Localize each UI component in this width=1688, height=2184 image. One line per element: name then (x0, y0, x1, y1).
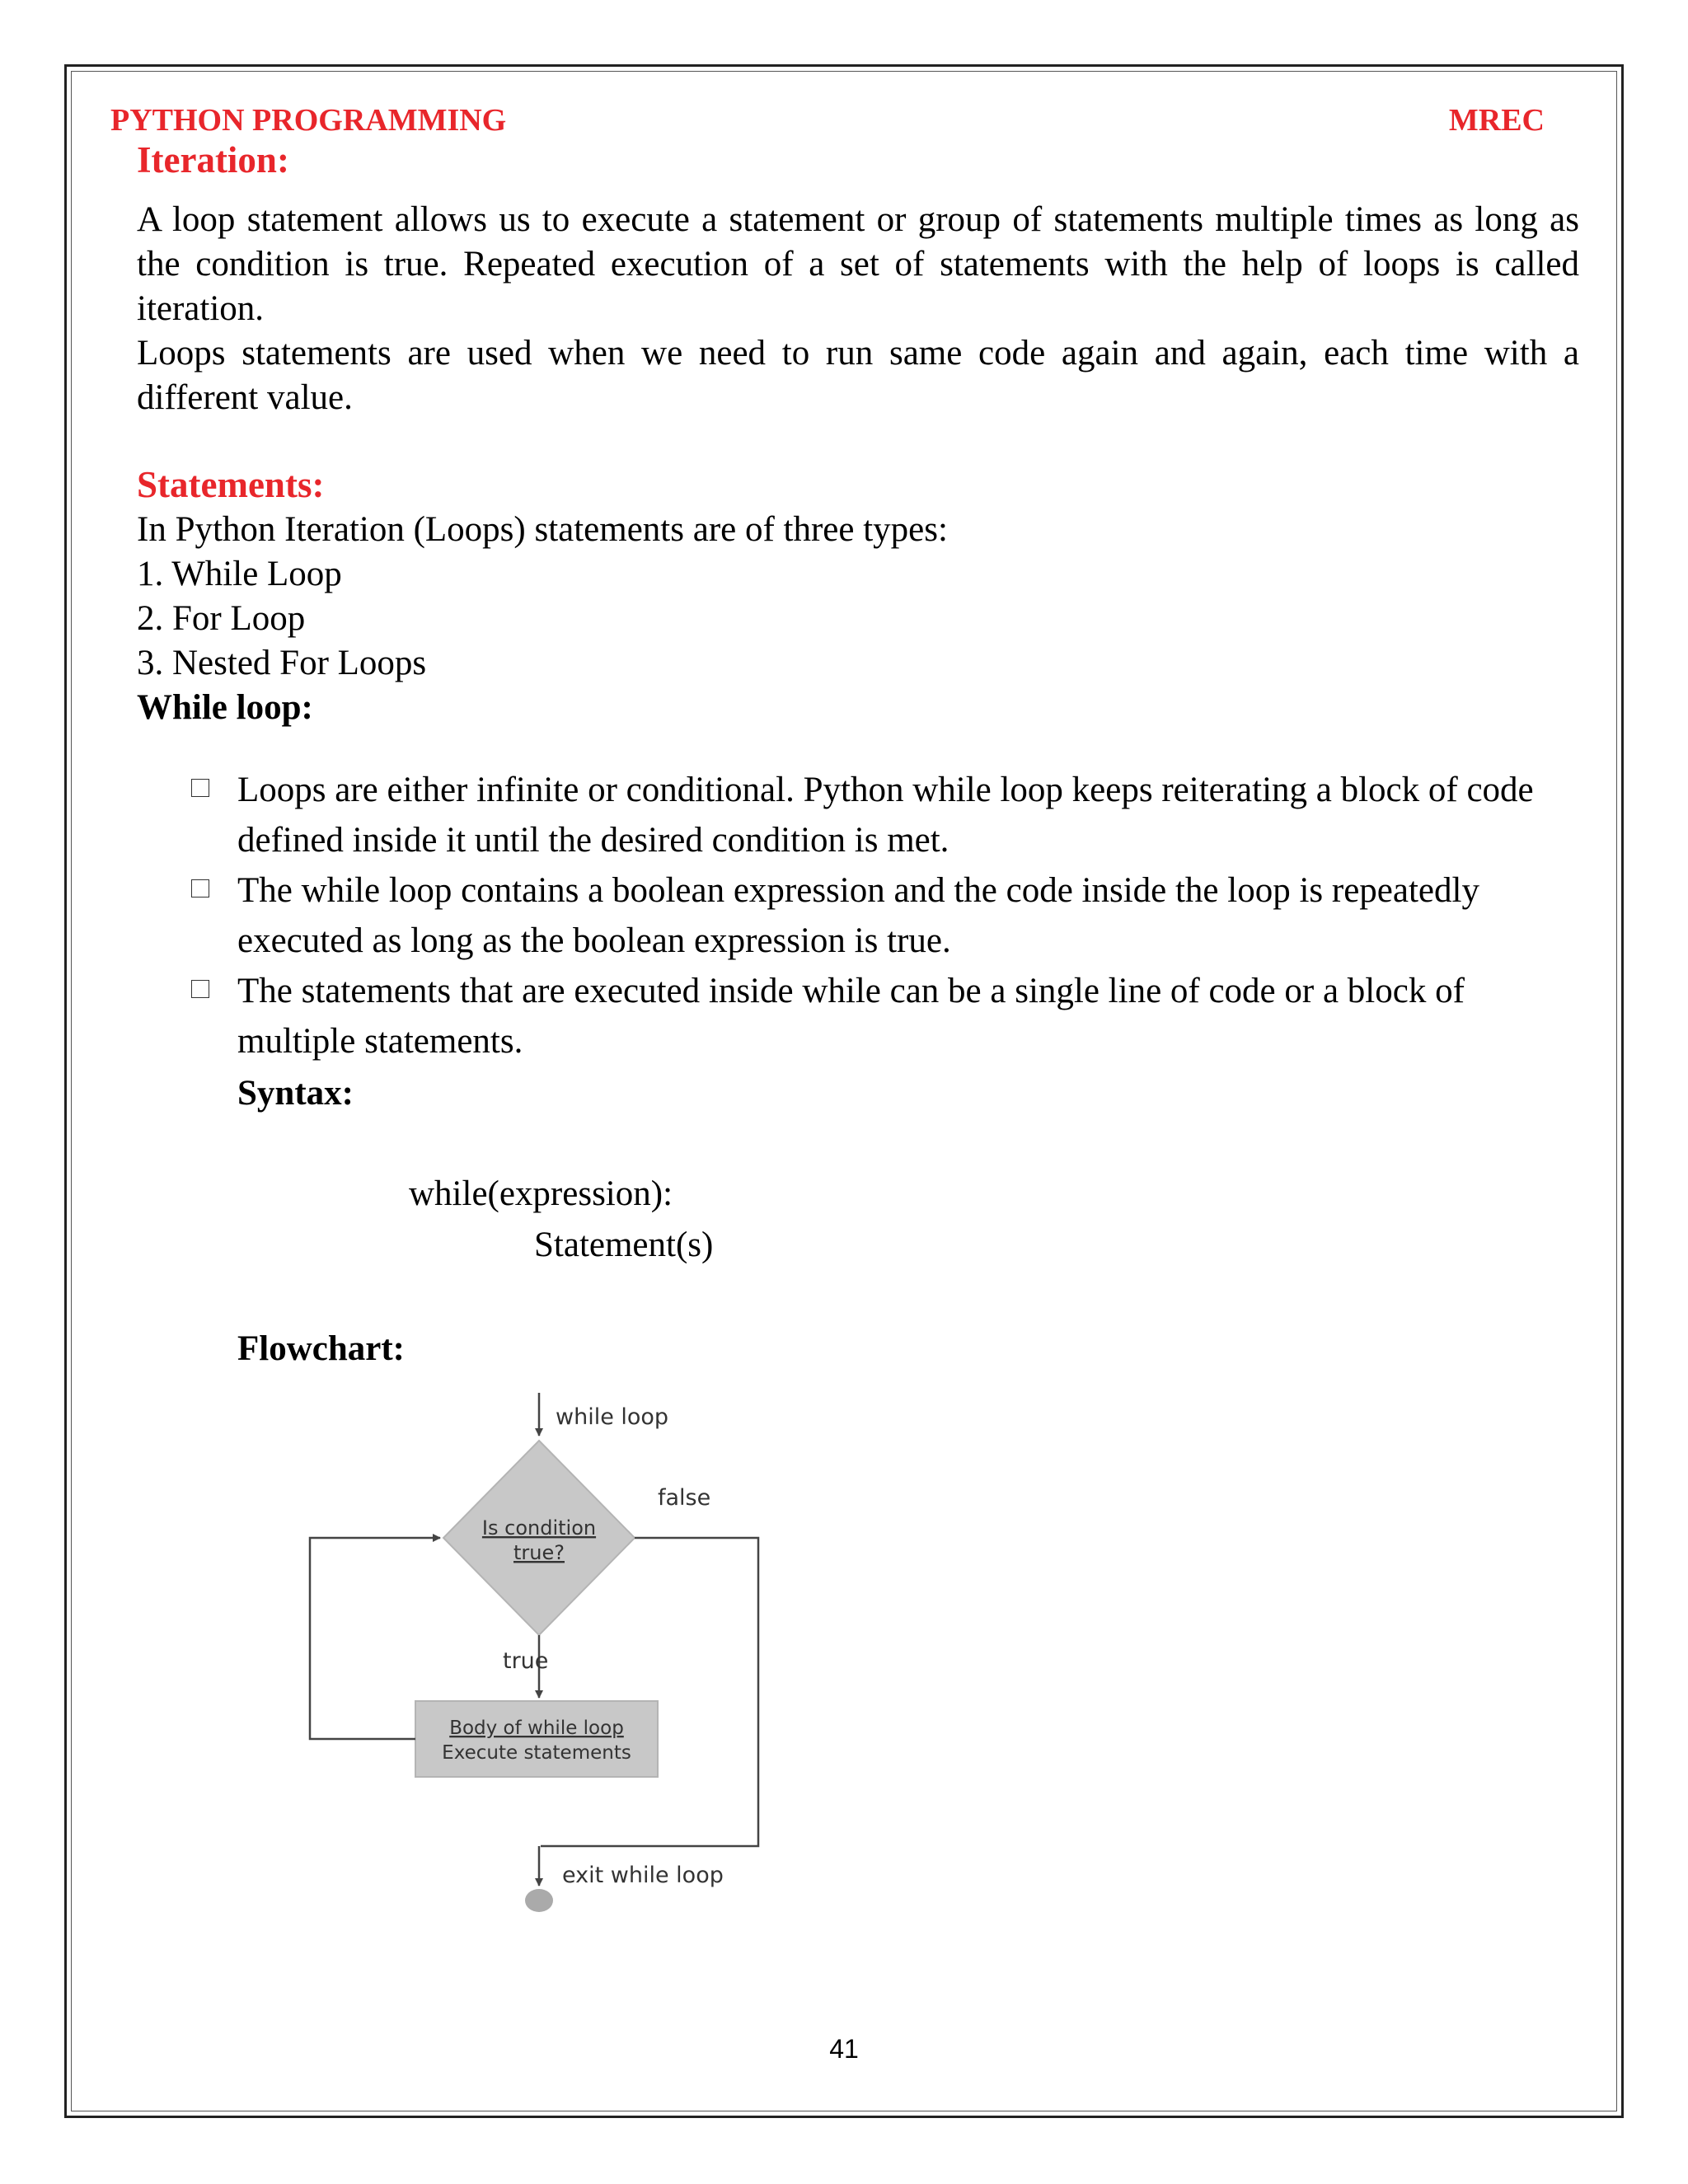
iteration-heading: Iteration: (137, 139, 289, 180)
loop-body-text-line1: Body of while loop (449, 1718, 624, 1739)
header-institution: MREC (1448, 103, 1545, 138)
bullet-text: Loops are either infinite or conditional. Python while loop keeps reiterating a block of code defined inside it until the desired condition is met. (237, 771, 1534, 860)
bullet-text: The statements that are executed inside while can be a single line of code or a block of multiple statements. (237, 972, 1465, 1061)
condition-text-line2: true? (513, 1541, 565, 1564)
loops-usage-paragraph: Loops statements are used when we need to run same code again and again, each time with a different value. (137, 334, 1579, 417)
list-item (173, 865, 1582, 966)
statement-type-item: 2. For Loop (137, 599, 306, 638)
while-loop-flowchart (297, 1385, 808, 1945)
true-label: true (503, 1648, 549, 1674)
bullet-box-icon (191, 779, 209, 797)
statement-type-item: 1. While Loop (137, 555, 342, 593)
bullet-text: The while loop contains a boolean expression and the code inside the loop is repeatedly executed as long as the boolean expression is true. (237, 871, 1479, 960)
syntax-line-while: while(expression): (409, 1174, 673, 1213)
iteration-paragraph: A loop statement allows us to execute a statement or group of statements multiple times as long as the condition is true. Repeated execution of a set of statements with the help of loops is called iteration. (137, 200, 1579, 328)
exit-terminal-node (525, 1889, 553, 1912)
loop-body-text-line2: Execute statements (442, 1742, 631, 1764)
exit-label: exit while loop (562, 1863, 724, 1888)
condition-text-line1: Is condition (481, 1516, 597, 1540)
statements-intro: In Python Iteration (Loops) statements are of three types: (137, 510, 948, 549)
while-loop-bullets (173, 765, 1582, 1066)
loop-body-box (415, 1701, 658, 1777)
flowchart-heading: Flowchart: (237, 1329, 405, 1368)
page-number: 41 (829, 2034, 859, 2064)
statements-heading: Statements: (137, 464, 325, 505)
list-item (173, 966, 1582, 1066)
header-course-title: PYTHON PROGRAMMING (110, 103, 507, 138)
bullet-box-icon (191, 980, 209, 998)
false-label: false (658, 1485, 711, 1511)
bullet-box-icon (191, 879, 209, 898)
list-item (173, 765, 1582, 865)
entry-label: while loop (556, 1404, 669, 1430)
syntax-line-statements: Statement(s) (534, 1226, 714, 1264)
syntax-heading: Syntax: (237, 1074, 354, 1113)
while-loop-heading: While loop: (137, 688, 313, 727)
statement-type-item: 3. Nested For Loops (137, 644, 427, 682)
